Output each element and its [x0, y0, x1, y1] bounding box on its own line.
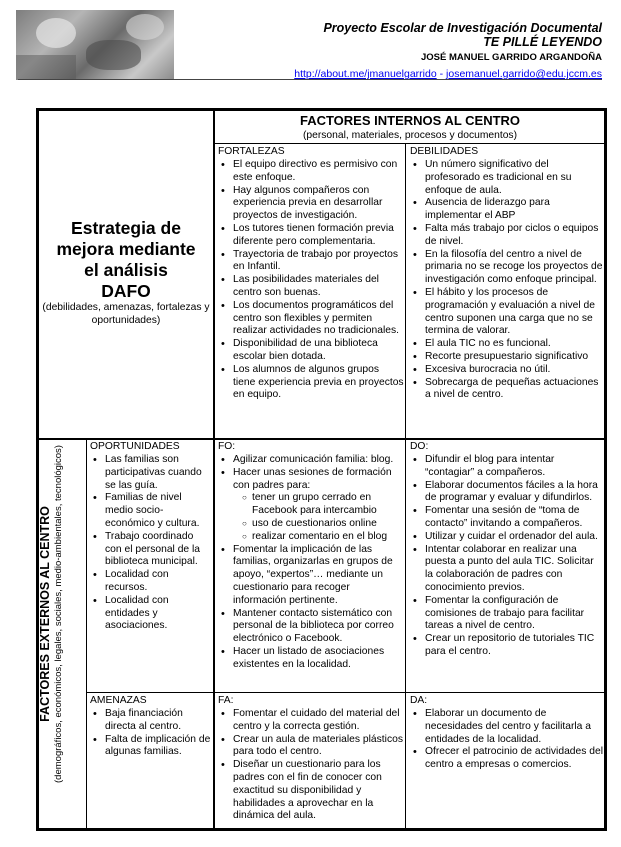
list-item: • Ausencia de liderazgo para implementar el ABP: [425, 197, 604, 223]
debilidades-list: [410, 159, 604, 402]
amenazas-cell: [90, 695, 212, 828]
list-item: • Difundir el blog para intentar “contagiar” a compañeros.: [425, 454, 604, 480]
oportunidades-title: OPORTUNIDADES: [90, 441, 180, 452]
internal-factors-heading: FACTORES INTERNOS AL CENTRO (personal, materiales, procesos y documentos): [299, 113, 521, 141]
list-item: • Falta más trabajo por ciclos o equipos de nivel.: [425, 223, 604, 249]
header-photo: [16, 10, 174, 80]
list-item: • Crear un aula de materiales plásticos para todo el centro.: [233, 734, 404, 760]
list-item: • Falta de implicación de algunas familias.: [105, 734, 212, 760]
list-item: • Los tutores tienen formación previa diferente pero complementaria.: [233, 223, 404, 249]
list-item: • Elaborar documentos fáciles a la hora de programar y evaluar y difundirlos.: [425, 480, 604, 506]
email-link[interactable]: josemanuel.garrido@edu.jccm.es: [446, 68, 602, 80]
about-me-link[interactable]: http://about.me/jmanuelgarrido: [294, 68, 437, 80]
fo-sublist: [233, 492, 404, 543]
list-item: • Baja financiación directa al centro.: [105, 708, 212, 734]
list-item: • Los alumnos de algunos grupos tiene experiencia previa en proyectos en equipo.: [233, 364, 404, 402]
divider: [38, 438, 605, 440]
divider: [87, 692, 605, 693]
list-item: • Disponibilidad de una biblioteca escolar bien dotada.: [233, 338, 404, 364]
divider: [213, 110, 215, 829]
do-list: [410, 454, 604, 659]
list-item: • Hacer un listado de asociaciones existentes en la localidad.: [233, 646, 404, 672]
list-item: • Intentar colaborar en realizar una puesta a punto del aula TIC. Solicitar la colaboración de padres con conocimiento previos.: [425, 544, 604, 595]
divider: [214, 143, 605, 144]
amenazas-list: [90, 708, 212, 759]
list-item: • Crear un repositorio de tutoriales TIC para el centro.: [425, 633, 604, 659]
project-subtitle: TE PILLÉ LEYENDO: [483, 35, 602, 49]
da-list: [410, 708, 604, 772]
fo-title: FO:: [218, 441, 236, 452]
list-item: • Utilizar y cuidar el ordenador del aula.: [425, 531, 604, 544]
fa-cell: [218, 695, 404, 828]
list-item: • Localidad con entidades y asociaciones.: [105, 595, 212, 633]
oportunidades-list: [90, 454, 212, 633]
external-factors-heading: FACTORES EXTERNOS AL CENTRO (demográficos, económicos, legales, sociales, medio-ambientales, tecnológicos): [38, 445, 64, 783]
list-item: • Un número significativo del profesorado es tradicional en su enfoque de aula.: [425, 159, 604, 197]
amenazas-title: AMENAZAS: [90, 695, 147, 706]
list-item: • Las posibilidades materiales del centro son buenas.: [233, 274, 404, 300]
list-item: • Fomentar la implicación de las familias, organizarlas en grupos de apoyo, “expertos”… mediante un cuestionario para recoger información pertinente.: [233, 544, 404, 608]
header-rule: [18, 79, 602, 80]
do-cell: [410, 441, 604, 691]
oportunidades-cell: [90, 441, 212, 691]
project-title: Proyecto Escolar de Investigación Documental: [323, 21, 602, 35]
sub-list-item: ○ uso de cuestionarios online: [242, 518, 404, 531]
fa-list: [218, 708, 404, 823]
fo-cell: [218, 441, 404, 691]
author-name: JOSÉ MANUEL GARRIDO ARGANDOÑA: [420, 52, 602, 63]
list-item: • Ofrecer el patrocinio de actividades del centro a empresas o comercios.: [425, 746, 604, 772]
header-text: [294, 21, 602, 81]
list-item: • El equipo directivo es permisivo con este enfoque.: [233, 159, 404, 185]
list-item: • Los documentos programáticos del centro son flexibles y permiten realizar actividades no tradicionales.: [233, 300, 404, 338]
dafo-subtitle: (debilidades, amenazas, fortalezas y oportunidades): [42, 302, 210, 326]
fortalezas-title: FORTALEZAS: [218, 146, 285, 157]
sub-list-item: ○ tener un grupo cerrado en Facebook para intercambio: [242, 492, 404, 518]
list-item: • Recorte presupuestario significativo: [425, 351, 604, 364]
dafo-title: Estrategia de mejora mediante el análisis DAFO: [56, 218, 196, 301]
list-item: • Diseñar un cuestionario para los padres con el fin de conocer con exactitud su disponibilidad y habilidades a aprovechar en la dinámica del aula.: [233, 759, 404, 823]
fa-title: FA:: [218, 695, 234, 706]
list-item: • El aula TIC no es funcional.: [425, 338, 604, 351]
sub-list-item: ○ realizar comentario en el blog: [242, 531, 404, 544]
fo-list: [218, 454, 404, 672]
list-item: • Mantener contacto sistemático con personal de la biblioteca por correo electrónico o Facebook.: [233, 608, 404, 646]
list-item: • En la filosofía del centro a nivel de primaria no se recoge los proyectos de investigación como enfoque principal.: [425, 249, 604, 287]
list-item: • Agilizar comunicación familia: blog.: [233, 454, 404, 467]
list-item: • El hábito y los procesos de programación y evaluación a nivel de centro suponen una carga que no se termina de valorar.: [425, 287, 604, 338]
link-separator: -: [439, 68, 444, 80]
fortalezas-list: [218, 159, 404, 402]
divider: [405, 144, 406, 829]
list-item: • Fomentar una sesión de “toma de contacto” invitando a compañeros.: [425, 505, 604, 531]
debilidades-title: DEBILIDADES: [410, 146, 479, 157]
da-cell: [410, 695, 604, 828]
list-item: • Las familias son participativas cuando se las guía.: [105, 454, 212, 492]
list-item: • Excesiva burocracia no útil.: [425, 364, 604, 377]
list-item: • Hacer unas sesiones de formación con padres para: ○ tener un grupo cerrado en Facebook para intercambio ○ uso de cuestionarios online ○ realizar comentario en el blog: [233, 467, 404, 544]
do-title: DO:: [410, 441, 429, 452]
debilidades-cell: [410, 146, 604, 438]
list-item: • Sobrecarga de pequeñas actuaciones a nivel de centro.: [425, 377, 604, 403]
list-item: • Localidad con recursos.: [105, 569, 212, 595]
list-item: • Trabajo coordinado con el personal de la biblioteca municipal.: [105, 531, 212, 569]
list-item: • Hay algunos compañeros con experiencia previa en desarrollar proyectos de investigación.: [233, 185, 404, 223]
list-item: • Fomentar la configuración de comisiones de trabajo para facilitar tareas a nivel de centro.: [425, 595, 604, 633]
fortalezas-cell: [218, 146, 404, 438]
da-title: DA:: [410, 695, 428, 706]
list-item: • Trayectoria de trabajo por proyectos en Infantil.: [233, 249, 404, 275]
list-item: • Familias de nivel medio socio-económico y cultura.: [105, 492, 212, 530]
list-item: • Elaborar un documento de necesidades del centro y facilitarla a entidades de la localidad.: [425, 708, 604, 746]
list-item: • Fomentar el cuidado del material del centro y la correcta gestión.: [233, 708, 404, 734]
